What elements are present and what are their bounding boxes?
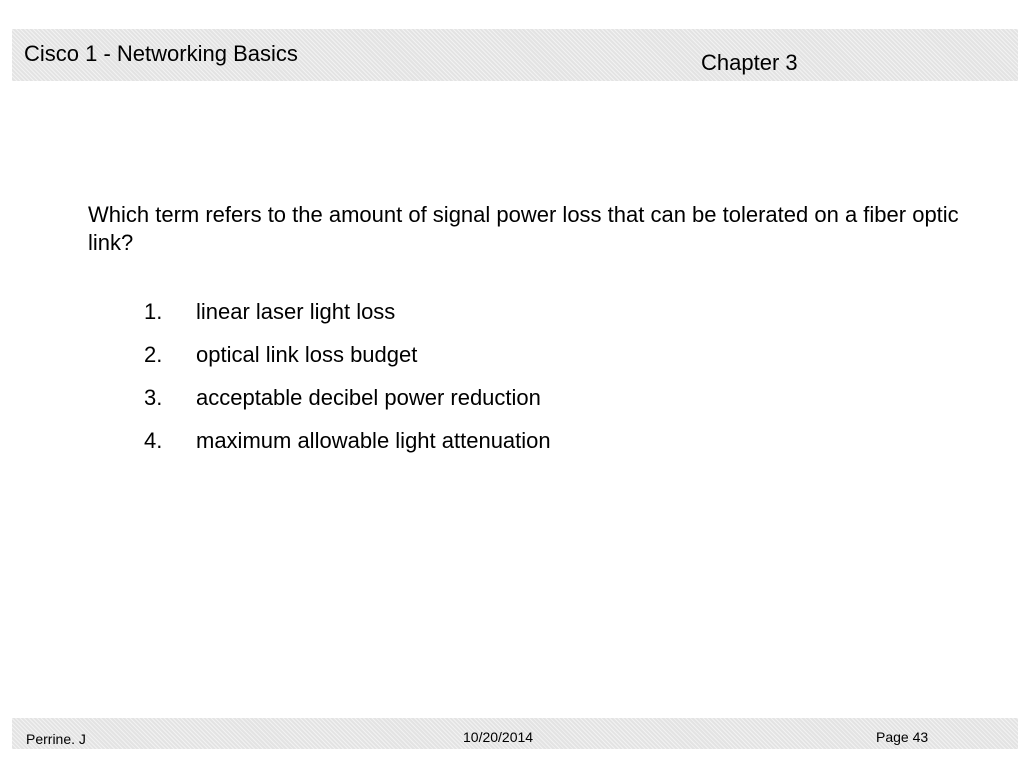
question-text: Which term refers to the amount of signal power loss that can be tolerated on a fiber optic link? (88, 202, 959, 255)
answer-option-1 (144, 297, 551, 340)
answer-number: 3. (144, 385, 163, 410)
answer-option-2 (144, 340, 551, 383)
answer-text: maximum allowable light attenuation (196, 428, 551, 453)
chapter-title: Chapter 3 (701, 50, 798, 75)
answer-number: 2. (144, 342, 163, 367)
answer-text: linear laser light loss (196, 299, 396, 324)
answer-number: 4. (144, 428, 163, 453)
answer-number: 1. (144, 299, 163, 324)
answer-option-4 (144, 426, 551, 469)
footer-date: 10/20/2014 (463, 729, 534, 745)
footer-page-number: Page 43 (876, 729, 929, 745)
answer-text: acceptable decibel power reduction (196, 385, 541, 410)
answer-option-3 (144, 383, 551, 426)
answer-text: optical link loss budget (196, 342, 418, 367)
answer-list (144, 297, 551, 469)
footer-author: Perrine. J (26, 731, 86, 747)
course-title: Cisco 1 - Networking Basics (24, 41, 298, 66)
